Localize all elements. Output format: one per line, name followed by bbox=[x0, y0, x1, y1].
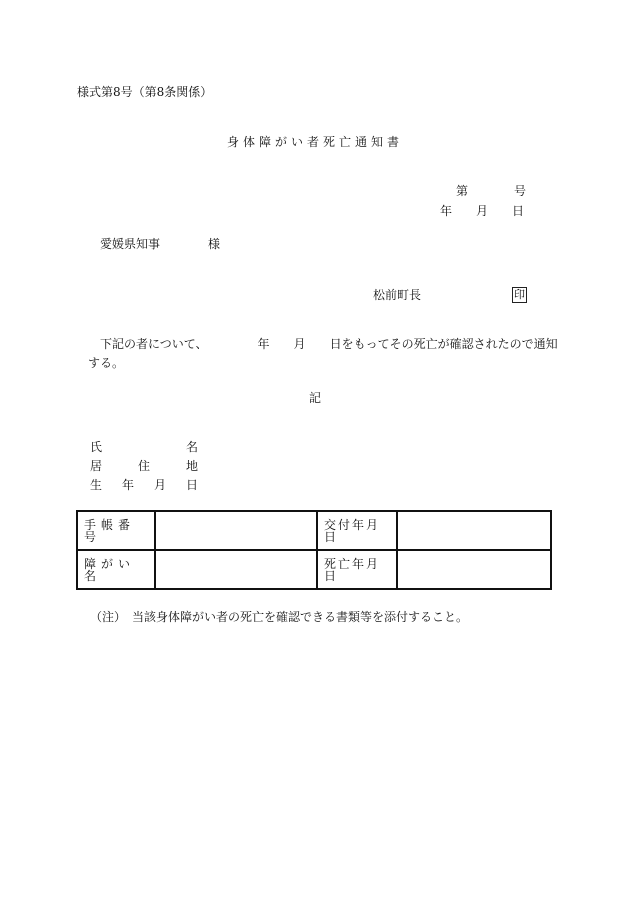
addressee-honorific: 様 bbox=[208, 237, 221, 251]
field-name-char2: 名 bbox=[186, 440, 199, 454]
form-number: 様式第8号（第8条関係） bbox=[77, 85, 213, 99]
field-birth-char2: 年 bbox=[122, 478, 135, 492]
addressee-line bbox=[100, 238, 220, 250]
document-number-line bbox=[456, 185, 526, 197]
body-text-line1 bbox=[100, 338, 558, 350]
disability-name-value[interactable] bbox=[155, 550, 317, 589]
issue-day: 日 bbox=[512, 204, 525, 218]
body-text-intro: 下記の者について、 bbox=[100, 337, 208, 351]
field-address-char3: 地 bbox=[186, 459, 199, 473]
document-title: 身体障がい者死亡通知書 bbox=[226, 135, 403, 149]
info-table bbox=[76, 510, 552, 590]
issue-date-label: 交付年月日 bbox=[317, 511, 397, 550]
handbook-number-value[interactable] bbox=[155, 511, 317, 550]
footnote: （注） 当該身体障がい者の死亡を確認できる書類等を添付すること。 bbox=[90, 610, 469, 624]
field-birth-char4: 日 bbox=[186, 478, 199, 492]
body-month: 月 bbox=[293, 337, 306, 351]
issue-year: 年 bbox=[440, 204, 453, 218]
addressee-name: 愛媛県知事 bbox=[100, 237, 161, 251]
table-row bbox=[77, 511, 551, 550]
death-date-value[interactable] bbox=[397, 550, 551, 589]
field-birth-char3: 月 bbox=[154, 478, 167, 492]
number-go: 号 bbox=[514, 184, 527, 198]
seal-mark: 印 bbox=[514, 288, 525, 301]
issue-month: 月 bbox=[476, 204, 489, 218]
handbook-number-label: 手帳番号 bbox=[77, 511, 155, 550]
field-address-char2: 住 bbox=[138, 459, 151, 473]
field-name bbox=[90, 441, 198, 453]
ki-heading: 記 bbox=[308, 391, 321, 405]
table-row bbox=[77, 550, 551, 589]
body-text-rest: 日をもってその死亡が確認されたので通知 bbox=[329, 337, 558, 351]
body-year: 年 bbox=[257, 337, 270, 351]
death-date-label: 死亡年月日 bbox=[317, 550, 397, 589]
field-name-char1: 氏 bbox=[90, 440, 103, 454]
issue-date-line bbox=[440, 205, 524, 217]
number-dai: 第 bbox=[456, 184, 469, 198]
sender-name: 松前町長 bbox=[373, 288, 422, 302]
body-text-line2: する。 bbox=[88, 356, 125, 370]
disability-name-label: 障がい名 bbox=[77, 550, 155, 589]
field-address-char1: 居 bbox=[90, 459, 103, 473]
field-birthdate bbox=[90, 479, 198, 491]
issue-date-value[interactable] bbox=[397, 511, 551, 550]
field-birth-char1: 生 bbox=[90, 478, 103, 492]
field-address bbox=[90, 460, 198, 472]
